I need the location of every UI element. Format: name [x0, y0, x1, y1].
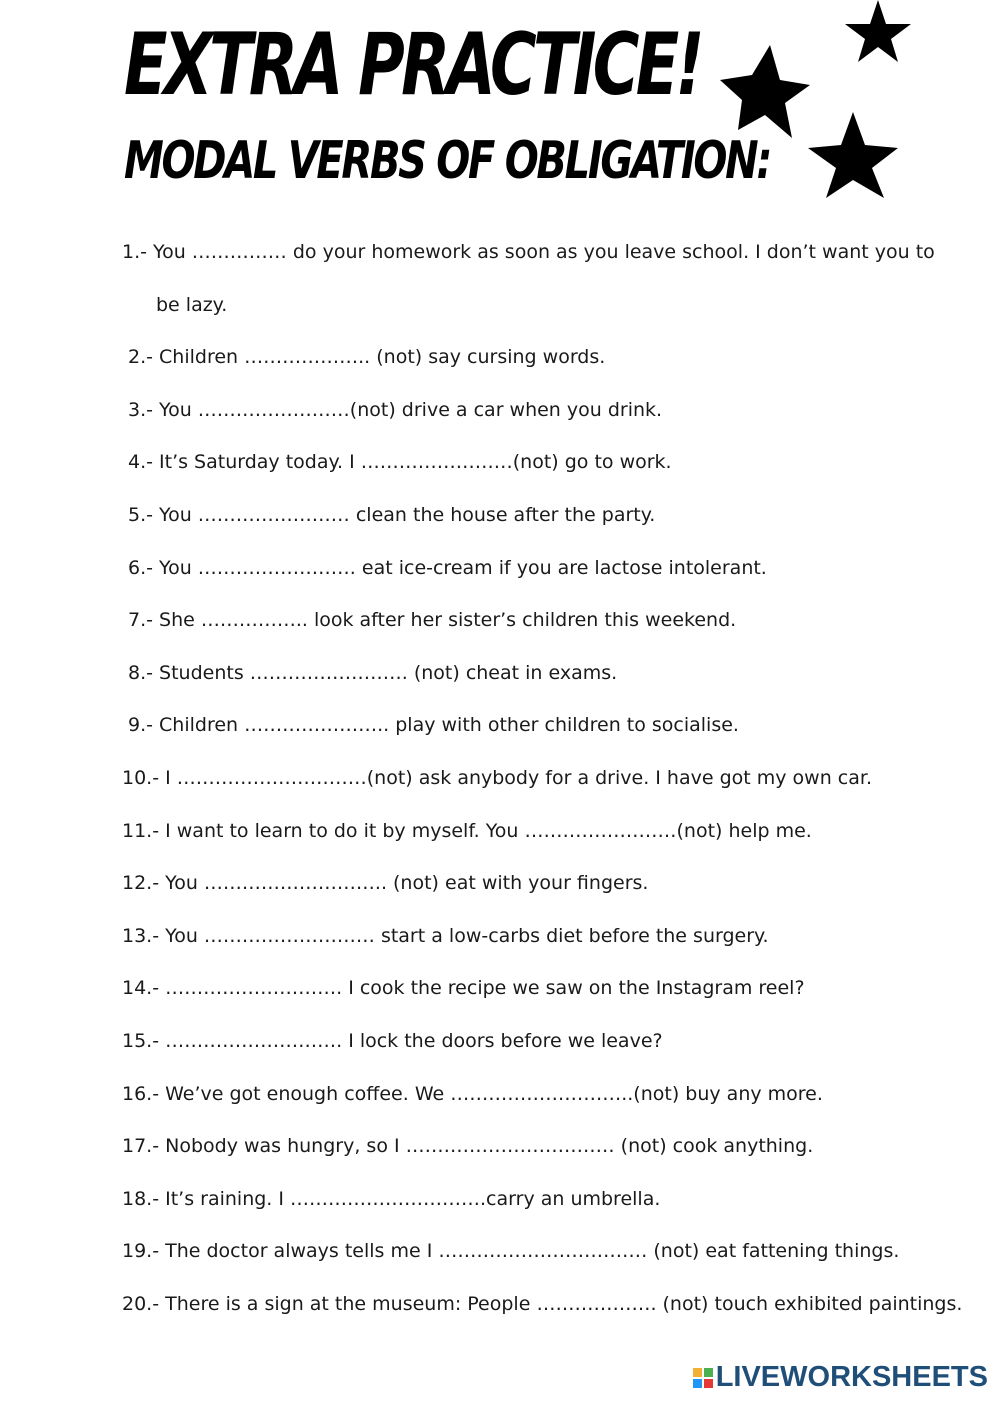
exercise-item: [122, 226, 982, 331]
exercise-text: 3.- You ……………………(not) drive a car when you drink.: [128, 398, 663, 421]
exercise-item: [122, 1278, 982, 1331]
exercise-item: [122, 647, 982, 700]
exercise-text: 14.- ………………………. I cook the recipe we saw on the Instagram reel?: [122, 977, 805, 1000]
exercise-item: [122, 1173, 982, 1226]
exercise-item: [122, 699, 982, 752]
exercise-text: 8.- Students ……………………. (not) cheat in exams.: [128, 661, 618, 684]
exercise-item: [122, 962, 982, 1015]
exercise-item: [122, 1068, 982, 1121]
exercise-item: [122, 542, 982, 595]
page-subtitle: MODAL VERBS OF OBLIGATION:: [124, 131, 771, 191]
exercise-text: 5.- You …………………… clean the house after the party.: [128, 503, 656, 526]
exercise-text: 13.- You ……………………… start a low-carbs diet before the surgery.: [122, 924, 769, 947]
exercise-item: [122, 331, 982, 384]
exercise-item: [122, 436, 982, 489]
exercise-text: 12.- You ……………………….. (not) eat with your fingers.: [122, 872, 649, 895]
liveworksheets-logo-icon: [693, 1368, 713, 1388]
exercise-item: [122, 1225, 982, 1278]
exercise-text: 9.- Children ………………….. play with other children to socialise.: [128, 714, 739, 737]
exercise-item: [122, 384, 982, 437]
exercise-text: 6.- You ……………………. eat ice-cream if you are lactose intolerant.: [128, 556, 767, 579]
exercise-text: 19.- The doctor always tells me I …………………………… (not) eat fattening things.: [122, 1240, 900, 1263]
exercise-text: 15.- ………………………. I lock the doors before we leave?: [122, 1029, 663, 1052]
liveworksheets-logo-text: LIVEWORKSHEETS: [715, 1361, 988, 1393]
exercise-text: 16.- We’ve got enough coffee. We ………………………..(not) buy any more.: [122, 1082, 823, 1105]
exercise-text: 18.- It’s raining. I ………………………….carry an umbrella.: [122, 1187, 661, 1210]
exercise-text: 11.- I want to learn to do it by myself. You ……………………(not) help me.: [122, 819, 812, 842]
page-title: EXTRA PRACTICE!: [124, 15, 701, 115]
star-icon: [845, 0, 911, 62]
star-icon: [808, 112, 898, 198]
exercise-text-continued: be lazy.: [156, 293, 228, 316]
exercise-text: 20.- There is a sign at the museum: People ………………. (not) touch exhibited paintings.: [122, 1292, 963, 1315]
exercise-text: 2.- Children ……………….. (not) say cursing words.: [128, 346, 606, 369]
exercise-text: 7.- She …………….. look after her sister’s children this weekend.: [128, 609, 737, 632]
exercise-item: [122, 489, 982, 542]
exercise-item: [122, 805, 982, 858]
exercise-text: 17.- Nobody was hungry, so I …………………………… (not) cook anything.: [122, 1135, 814, 1158]
liveworksheets-logo[interactable]: [693, 1363, 988, 1392]
exercise-item: [122, 910, 982, 963]
exercise-item: [122, 857, 982, 910]
exercise-text: 1.- You …………… do your homework as soon as you leave school. I don’t want you to: [122, 241, 935, 263]
decorative-stars: [0, 0, 1000, 220]
star-icon: [720, 45, 810, 138]
exercise-text: 4.- It’s Saturday today. I ……………………(not) go to work.: [128, 451, 672, 474]
exercise-item: [122, 1015, 982, 1068]
exercise-item: [122, 752, 982, 805]
exercise-text: 10.- I …………………………(not) ask anybody for a drive. I have got my own car.: [122, 766, 872, 789]
exercise-list: [122, 226, 982, 1330]
exercise-item: [122, 594, 982, 647]
exercise-item: [122, 1120, 982, 1173]
